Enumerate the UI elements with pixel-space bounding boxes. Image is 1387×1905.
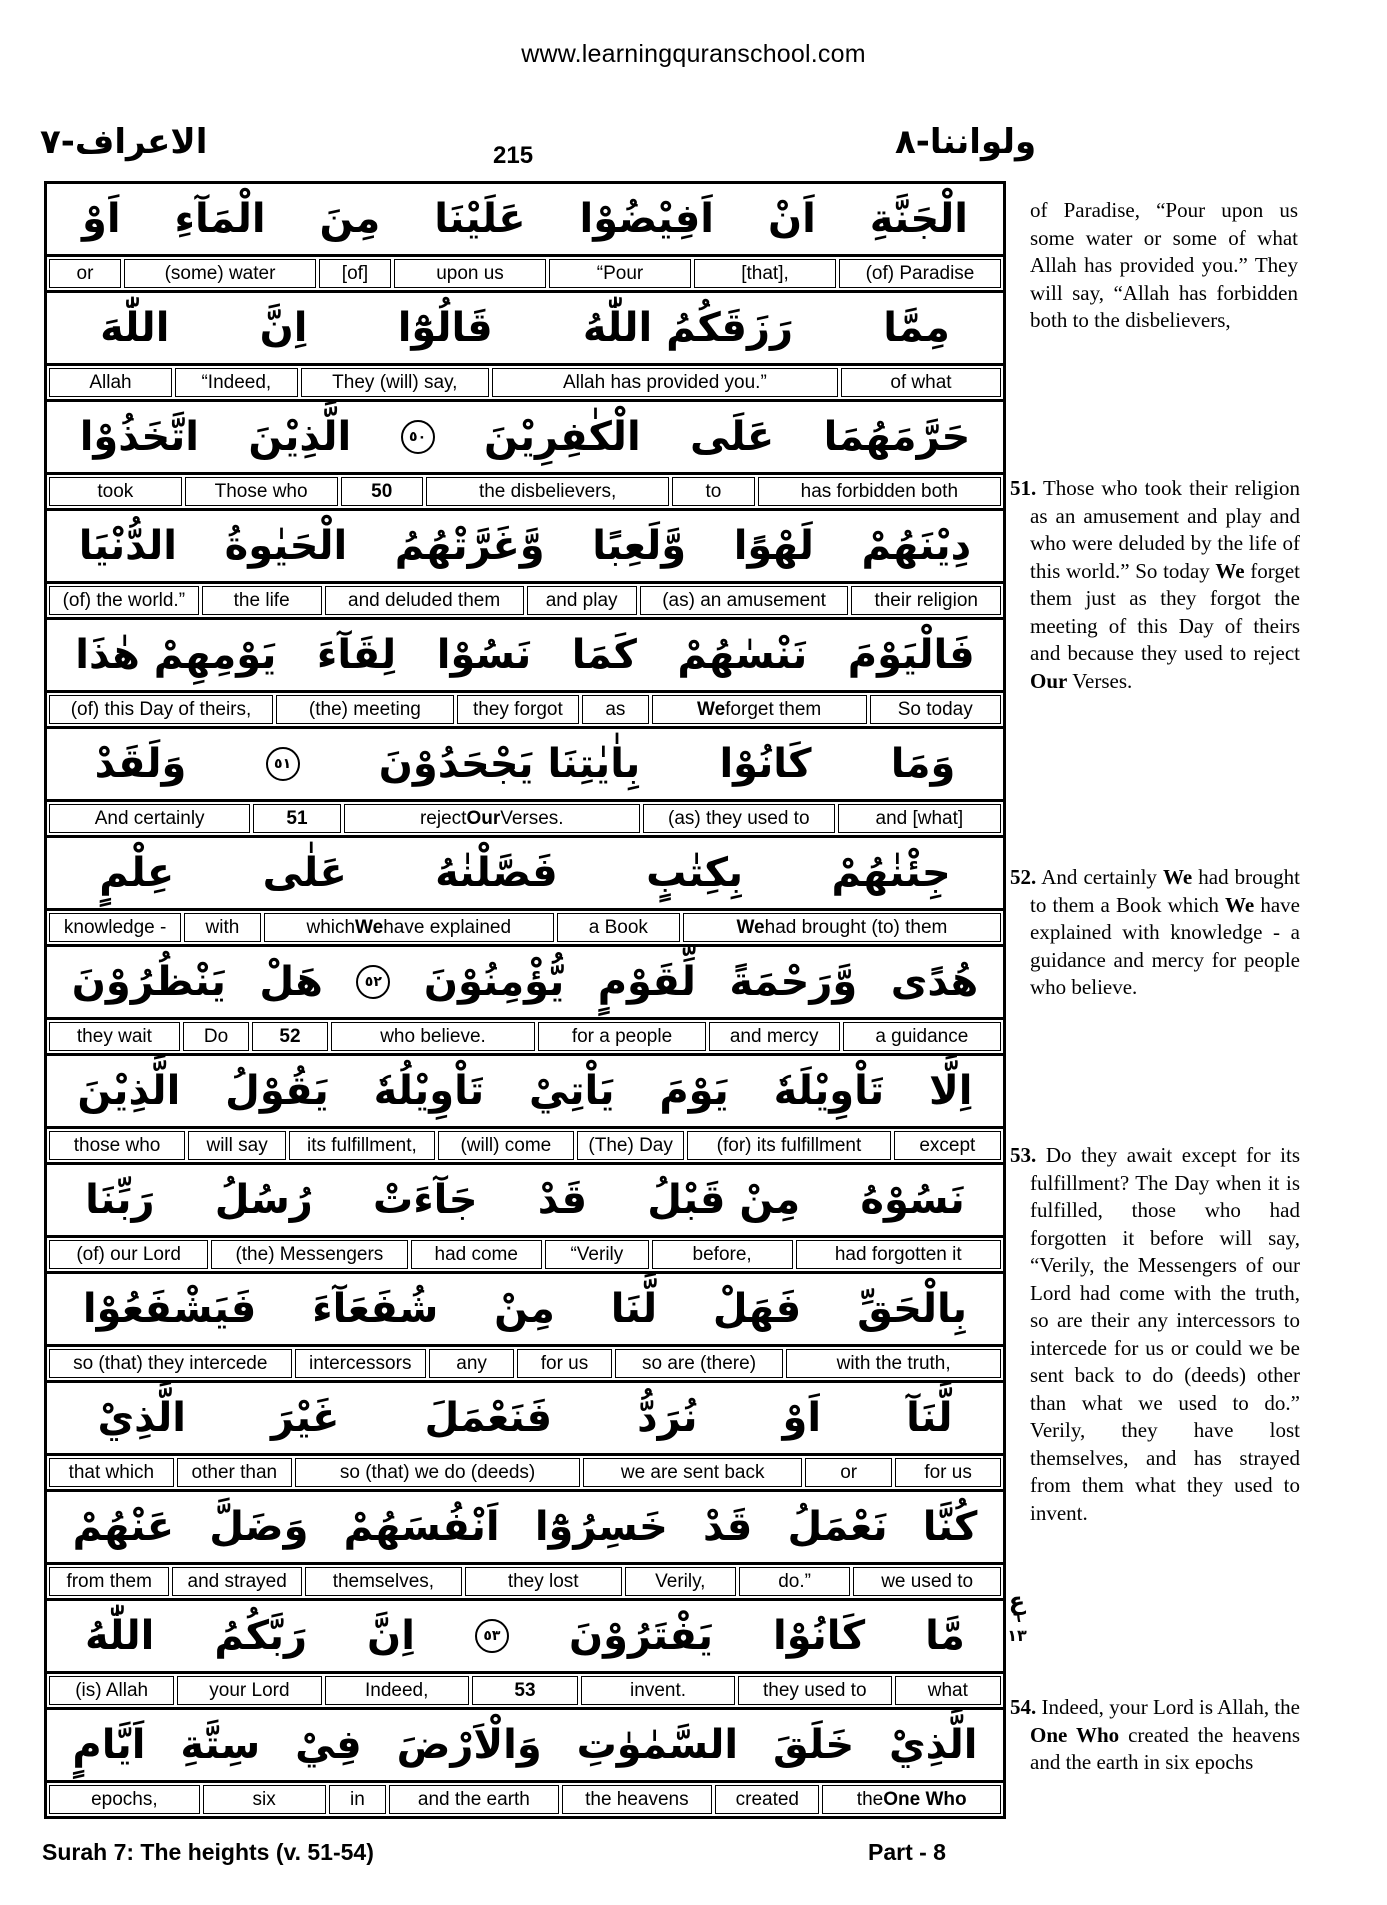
gloss-cell: (of) Paradise — [839, 259, 1001, 288]
arabic-word: لَهْوًا — [733, 523, 814, 569]
arabic-word: يُّؤْمِنُوْنَ — [423, 959, 565, 1005]
gloss-cell: (the) Messengers — [211, 1240, 407, 1269]
arabic-word: لَّنَآ — [906, 1395, 953, 1441]
gloss-cell: so are (there) — [615, 1349, 784, 1378]
gloss-cell: for us — [895, 1458, 1001, 1487]
arabic-word: اَنْ — [767, 196, 816, 242]
gloss-cell: and play — [527, 586, 637, 615]
gloss-cell: had forgotten it — [796, 1240, 1002, 1269]
arabic-word: الَّذِيْنَ — [248, 414, 352, 460]
footer-part: Part - 8 — [868, 1839, 946, 1865]
gloss-cell: and the earth — [389, 1785, 558, 1814]
arabic-word: حَرَّمَهُمَا — [823, 414, 971, 460]
verse-row — [47, 838, 1003, 947]
arabic-line — [47, 1710, 1003, 1783]
arabic-word: نَعْمَلُ — [787, 1504, 888, 1550]
gloss-cell: They (will) say, — [301, 368, 489, 397]
gloss-cell: (the) meeting — [276, 695, 454, 724]
side-translation — [1030, 197, 1298, 335]
arabic-word: اِنَّ — [259, 305, 308, 351]
arabic-word: كَانُوْا — [719, 741, 812, 787]
arabic-word: مِنْ — [494, 1286, 555, 1332]
arabic-word: الَّذِيْ — [97, 1395, 186, 1441]
gloss-cell: with — [184, 913, 260, 942]
verse-row — [47, 1165, 1003, 1274]
gloss-cell: in — [329, 1785, 387, 1814]
verse-row — [47, 1710, 1003, 1816]
gloss-cell: invent. — [581, 1676, 735, 1705]
gloss-cell: We had brought (to) them — [683, 913, 1001, 942]
arabic-word: اتَّخَذُوْا — [79, 414, 199, 460]
arabic-word: تَاْوِيْلَهٗ — [773, 1068, 885, 1114]
verse-number: 51. — [1010, 476, 1037, 500]
gloss-cell: who believe. — [331, 1022, 535, 1051]
part-label-arabic: ولواننا-٨ — [895, 122, 1037, 162]
gloss-cell: So today — [870, 695, 1002, 724]
arabic-word: عَلٰى — [262, 850, 347, 896]
arabic-word: عَنْهُمْ — [72, 1504, 175, 1550]
translation-para-52 — [1010, 864, 1300, 1002]
arabic-word: اَوْ — [81, 196, 121, 242]
gloss-cell: the life — [202, 586, 322, 615]
arabic-word: مِنْ قَبْلُ — [647, 1177, 801, 1223]
gloss-cell: we are sent back — [583, 1458, 802, 1487]
verse-row — [47, 293, 1003, 402]
verse-row — [47, 402, 1003, 511]
arabic-word: رَزَقَكُمُ اللّٰهُ — [582, 305, 794, 351]
gloss-cell: We forget them — [652, 695, 867, 724]
arabic-line — [47, 947, 1003, 1020]
arabic-word: اِلَّا — [929, 1068, 973, 1114]
arabic-word: مِمَّا — [883, 305, 950, 351]
gloss-line — [47, 693, 1003, 726]
arabic-word: السَّمٰوٰتِ — [576, 1722, 739, 1768]
gloss-cell: [of] — [319, 259, 391, 288]
gloss-cell: they used to — [738, 1676, 892, 1705]
verse-number: 53. — [1010, 1143, 1037, 1167]
gloss-cell: for us — [517, 1349, 612, 1378]
arabic-word: كَانُوْا — [772, 1613, 866, 1659]
arabic-word: الْكٰفِرِيْنَ — [483, 414, 641, 460]
verse-row — [47, 184, 1003, 293]
arabic-word: قَالُوْٓا — [397, 305, 493, 351]
gloss-cell: epochs, — [49, 1785, 200, 1814]
side-translation-53 — [1010, 1142, 1300, 1527]
gloss-cell: took — [49, 477, 182, 506]
gloss-cell: “Verily — [545, 1240, 649, 1269]
arabic-word: وَلَقَدْ — [94, 741, 187, 787]
gloss-cell: Allah has provided you.” — [492, 368, 838, 397]
arabic-word: فَنَعْمَلَ — [424, 1395, 553, 1441]
arabic-line — [47, 511, 1003, 584]
side-translation-51 — [1010, 475, 1300, 695]
arabic-word: الدُّنْيَا — [78, 523, 177, 569]
arabic-word: اَنْفُسَهُمْ — [343, 1504, 500, 1550]
gloss-cell: they wait — [49, 1022, 180, 1051]
gloss-cell: which We have explained — [264, 913, 554, 942]
gloss-cell: (for) its fulfillment — [687, 1131, 890, 1160]
gloss-cell: or — [49, 259, 121, 288]
gloss-cell: and [what] — [838, 804, 1001, 833]
gloss-line — [47, 911, 1003, 944]
ayah-number-marker: ٥١ — [266, 747, 300, 781]
arabic-line — [47, 1165, 1003, 1238]
arabic-word: يَاْتِيْ — [528, 1068, 615, 1114]
side-translation-54 — [1010, 1694, 1300, 1777]
arabic-word: وَمَا — [890, 741, 956, 787]
gloss-cell: (some) water — [124, 259, 316, 288]
arabic-word: بِكِتٰبٍ — [646, 850, 744, 896]
arabic-word: اَيَّامٍ — [72, 1722, 146, 1768]
arabic-word: الَّذِيْنَ — [77, 1068, 181, 1114]
arabic-word: مَّا — [925, 1613, 965, 1659]
gloss-cell: (of) this Day of theirs, — [49, 695, 273, 724]
arabic-word: شُفَعَآءَ — [312, 1286, 439, 1332]
gloss-line — [47, 1674, 1003, 1707]
gloss-line — [47, 802, 1003, 835]
gloss-cell: for a people — [538, 1022, 706, 1051]
arabic-word: جَآءَتْ — [373, 1177, 478, 1223]
arabic-word: يَوْمَ — [659, 1068, 729, 1114]
arabic-word: عَلَى — [690, 414, 775, 460]
translation-text: Those who took their religion as an amusement and play and who were deluded by the life of this world.” So today We forget them just as they forgot the meeting of this Day of theirs and because they used to reject Our Verses. — [1030, 476, 1301, 693]
gloss-cell: “Indeed, — [175, 368, 298, 397]
translation-text: of Paradise, “Pour upon us some water or some of what Allah has provided you.” They will say, “Allah has forbidden both to the disbelievers, — [1030, 198, 1298, 332]
gloss-cell: they lost — [465, 1567, 622, 1596]
gloss-cell: (The) Day — [577, 1131, 684, 1160]
gloss-cell: [that], — [694, 259, 836, 288]
arabic-word: لِّقَوْمٍ — [597, 959, 696, 1005]
arabic-word: يَنْظُرُوْنَ — [71, 959, 226, 1005]
gloss-cell: Allah — [49, 368, 172, 397]
gloss-cell: except — [894, 1131, 1001, 1160]
ayah-number-marker: ٥٣ — [475, 1619, 509, 1653]
gloss-cell: (is) Allah — [49, 1676, 174, 1705]
arabic-word: هُدًى — [890, 959, 979, 1005]
arabic-word: سِتَّةِ — [180, 1722, 261, 1768]
gloss-cell: and mercy — [709, 1022, 840, 1051]
verse-number: 54. — [1010, 1695, 1037, 1719]
gloss-cell: will say — [188, 1131, 286, 1160]
gloss-line — [47, 1238, 1003, 1271]
arabic-word: رَبِّنَا — [85, 1177, 155, 1223]
gloss-cell: that which — [49, 1458, 174, 1487]
arabic-word: وَالْاَرْضَ — [396, 1722, 542, 1768]
side-translation-52 — [1010, 864, 1300, 1002]
verse-row — [47, 1601, 1003, 1710]
gloss-cell: so (that) we do (deeds) — [295, 1458, 580, 1487]
arabic-word: الْمَآءِ — [174, 196, 266, 242]
arabic-word: لِقَآءَ — [316, 632, 397, 678]
arabic-word: نَسُوْا — [436, 632, 532, 678]
gloss-verse-number: 52 — [252, 1022, 328, 1051]
gloss-verse-number: 51 — [253, 804, 340, 833]
arabic-word: قَدْ — [537, 1177, 588, 1223]
gloss-cell: “Pour — [549, 259, 691, 288]
gloss-cell: those who — [49, 1131, 185, 1160]
arabic-word: الْجَنَّةِ — [869, 196, 968, 242]
surah-label-arabic: الاعراف-٧ — [40, 122, 208, 162]
arabic-word: دِيْنَهُمْ — [861, 523, 972, 569]
translation-para-0 — [1030, 197, 1298, 335]
translation-text: And certainly We had brought to them a Book which We have explained with knowledge - a guidance and mercy for people who believe. — [1030, 865, 1301, 999]
gloss-cell: with the truth, — [786, 1349, 1001, 1378]
arabic-word: رَبَّكُمُ — [214, 1613, 308, 1659]
arabic-word: بِاٰيٰتِنَا يَجْحَدُوْنَ — [378, 741, 641, 787]
ruku-marker — [1004, 1587, 1030, 1647]
gloss-cell: other than — [177, 1458, 292, 1487]
arabic-word: الْحَيٰوةُ — [224, 523, 348, 569]
arabic-word: كُنَّا — [922, 1504, 978, 1550]
arabic-word: كَمَا — [571, 632, 637, 678]
gloss-cell: reject Our Verses. — [344, 804, 640, 833]
gloss-cell: themselves, — [305, 1567, 462, 1596]
arabic-word: اِنَّ — [367, 1613, 415, 1659]
translation-para-53 — [1010, 1142, 1300, 1527]
arabic-line — [47, 1383, 1003, 1456]
arabic-word: خَلَقَ — [772, 1722, 855, 1768]
gloss-cell: (as) they used to — [643, 804, 835, 833]
arabic-word: وَّغَرَّتْهُمُ — [394, 523, 545, 569]
gloss-line — [47, 475, 1003, 508]
verse-row — [47, 1056, 1003, 1165]
gloss-cell: do.” — [739, 1567, 850, 1596]
gloss-cell: (of) our Lord — [49, 1240, 208, 1269]
arabic-word: غَيْرَ — [270, 1395, 340, 1441]
page-number: 215 — [493, 142, 534, 169]
translation-para-54 — [1010, 1694, 1300, 1777]
gloss-cell: six — [203, 1785, 326, 1814]
gloss-cell: before, — [652, 1240, 793, 1269]
gloss-line — [47, 1456, 1003, 1489]
verse-row — [47, 1274, 1003, 1383]
gloss-cell: to — [672, 477, 754, 506]
gloss-cell: knowledge - — [49, 913, 181, 942]
gloss-cell: and strayed — [172, 1567, 302, 1596]
arabic-word: لَّنَا — [610, 1286, 658, 1332]
gloss-cell: any — [429, 1349, 514, 1378]
footer-surah-title: Surah 7: The heights (v. 51-54) — [42, 1839, 374, 1865]
gloss-cell: from them — [49, 1567, 169, 1596]
gloss-line — [47, 1783, 1003, 1816]
arabic-word: رُسُلُ — [214, 1177, 313, 1223]
gloss-cell: And certainly — [49, 804, 250, 833]
arabic-word: الَّذِيْ — [889, 1722, 978, 1768]
arabic-word: مِنَ — [319, 196, 381, 242]
arabic-word: نَنْسٰهُمْ — [677, 632, 808, 678]
arabic-line — [47, 1601, 1003, 1674]
gloss-line — [47, 1129, 1003, 1162]
arabic-word: قَدْ — [703, 1504, 753, 1550]
gloss-cell: Those who — [185, 477, 338, 506]
arabic-word: نُرَدُّ — [637, 1395, 698, 1441]
arabic-word: تَاْوِيْلُهٗ — [373, 1068, 485, 1114]
gloss-cell: and deluded them — [325, 586, 524, 615]
site-url: www.learningquranschool.com — [521, 40, 866, 68]
arabic-word: اَفِيْضُوْا — [579, 196, 714, 242]
translation-text: Indeed, your Lord is Allah, the One Who created the heavens and the earth in six epochs — [1030, 1695, 1301, 1774]
arabic-line — [47, 1492, 1003, 1565]
gloss-line — [47, 1020, 1003, 1053]
arabic-word: بِالْحَقِّ — [857, 1286, 968, 1332]
gloss-cell: we used to — [853, 1567, 1001, 1596]
ayah-number-marker: ٥٠ — [401, 420, 435, 454]
gloss-cell: the heavens — [562, 1785, 713, 1814]
gloss-cell: has forbidden both — [758, 477, 1001, 506]
arabic-word: عَلَيْنَا — [434, 196, 526, 242]
arabic-word: فَيَشْفَعُوْا — [82, 1286, 257, 1332]
arabic-word: وَّرَحْمَةً — [729, 959, 858, 1005]
gloss-cell: the One Who — [822, 1785, 1001, 1814]
arabic-word: فَصَّلْنٰهُ — [435, 850, 558, 896]
arabic-word: وَّلَعِبًا — [592, 523, 687, 569]
gloss-cell: as — [582, 695, 649, 724]
gloss-verse-number: 53 — [472, 1676, 578, 1705]
translation-text: Do they await except for its fulfillment? The Day when it is fulfilled, those who had forgotten it before will say, “Verily, the Messengers of our Lord had come with the truth, so are their any intercessors to intercede for us or could we be sent back to do (deeds) other than what we used to do.” Verily, they have lost themselves, and has strayed from them what they used to invent. — [1030, 1143, 1301, 1525]
arabic-line — [47, 838, 1003, 911]
verse-row — [47, 729, 1003, 838]
gloss-cell: their religion — [851, 586, 1001, 615]
arabic-line — [47, 184, 1003, 257]
gloss-line — [47, 584, 1003, 617]
verse-row — [47, 1492, 1003, 1601]
gloss-cell: (of) the world.” — [49, 586, 199, 615]
translation-para-51 — [1010, 475, 1300, 695]
arabic-line — [47, 293, 1003, 366]
gloss-cell: intercessors — [295, 1349, 427, 1378]
ayah-number-marker: ٥٢ — [356, 965, 390, 999]
arabic-word: عِلْمٍ — [99, 850, 175, 896]
ruku-marker-bottom: ١٣ — [1007, 1626, 1027, 1645]
gloss-cell: a guidance — [843, 1022, 1001, 1051]
gloss-cell: (as) an amusement — [640, 586, 849, 615]
verse-row — [47, 511, 1003, 620]
arabic-line — [47, 402, 1003, 475]
arabic-word: فِيْ — [295, 1722, 362, 1768]
ruku-marker-top: ع — [1008, 1587, 1026, 1615]
gloss-cell: they forgot — [457, 695, 579, 724]
word-by-word-grid — [44, 181, 1006, 1819]
ruku-marker-digits: ٦ — [1013, 1611, 1021, 1626]
arabic-word: وَضَلَّ — [209, 1504, 309, 1550]
verse-row — [47, 947, 1003, 1056]
arabic-line — [47, 729, 1003, 802]
arabic-word: يَقُوْلُ — [225, 1068, 329, 1114]
arabic-word: هَلْ — [259, 959, 323, 1005]
gloss-cell: so (that) they intercede — [49, 1349, 292, 1378]
gloss-line — [47, 1565, 1003, 1598]
gloss-cell: your Lord — [177, 1676, 321, 1705]
gloss-cell: its fulfillment, — [289, 1131, 435, 1160]
gloss-line — [47, 366, 1003, 399]
gloss-verse-number: 50 — [341, 477, 423, 506]
arabic-word: يَفْتَرُوْنَ — [568, 1613, 713, 1659]
arabic-word: اللّٰهَ — [100, 305, 170, 351]
gloss-line — [47, 257, 1003, 290]
gloss-cell: Indeed, — [325, 1676, 469, 1705]
gloss-cell: or — [805, 1458, 892, 1487]
arabic-word: يَوْمِهِمْ هٰذَا — [75, 632, 277, 678]
arabic-line — [47, 1056, 1003, 1129]
verse-row — [47, 620, 1003, 729]
gloss-cell: a Book — [557, 913, 680, 942]
verse-number: 52. — [1010, 865, 1037, 889]
arabic-line — [47, 1274, 1003, 1347]
gloss-cell: of what — [841, 368, 1001, 397]
arabic-line — [47, 620, 1003, 693]
gloss-cell: the disbelievers, — [426, 477, 669, 506]
gloss-cell: had come — [411, 1240, 543, 1269]
gloss-cell: what — [895, 1676, 1001, 1705]
arabic-word: اللّٰهُ — [85, 1613, 155, 1659]
gloss-cell: Verily, — [625, 1567, 736, 1596]
gloss-cell: (will) come — [438, 1131, 574, 1160]
arabic-word: جِئْنٰهُمْ — [831, 850, 951, 896]
gloss-line — [47, 1347, 1003, 1380]
gloss-cell: upon us — [394, 259, 546, 288]
arabic-word: فَالْيَوْمَ — [847, 632, 975, 678]
verse-row — [47, 1383, 1003, 1492]
arabic-word: فَهَلْ — [712, 1286, 802, 1332]
arabic-word: اَوْ — [782, 1395, 822, 1441]
arabic-word: نَسُوْهُ — [860, 1177, 965, 1223]
gloss-cell: Do — [183, 1022, 249, 1051]
gloss-cell: created — [715, 1785, 819, 1814]
arabic-word: خَسِرُوْٓا — [534, 1504, 668, 1550]
